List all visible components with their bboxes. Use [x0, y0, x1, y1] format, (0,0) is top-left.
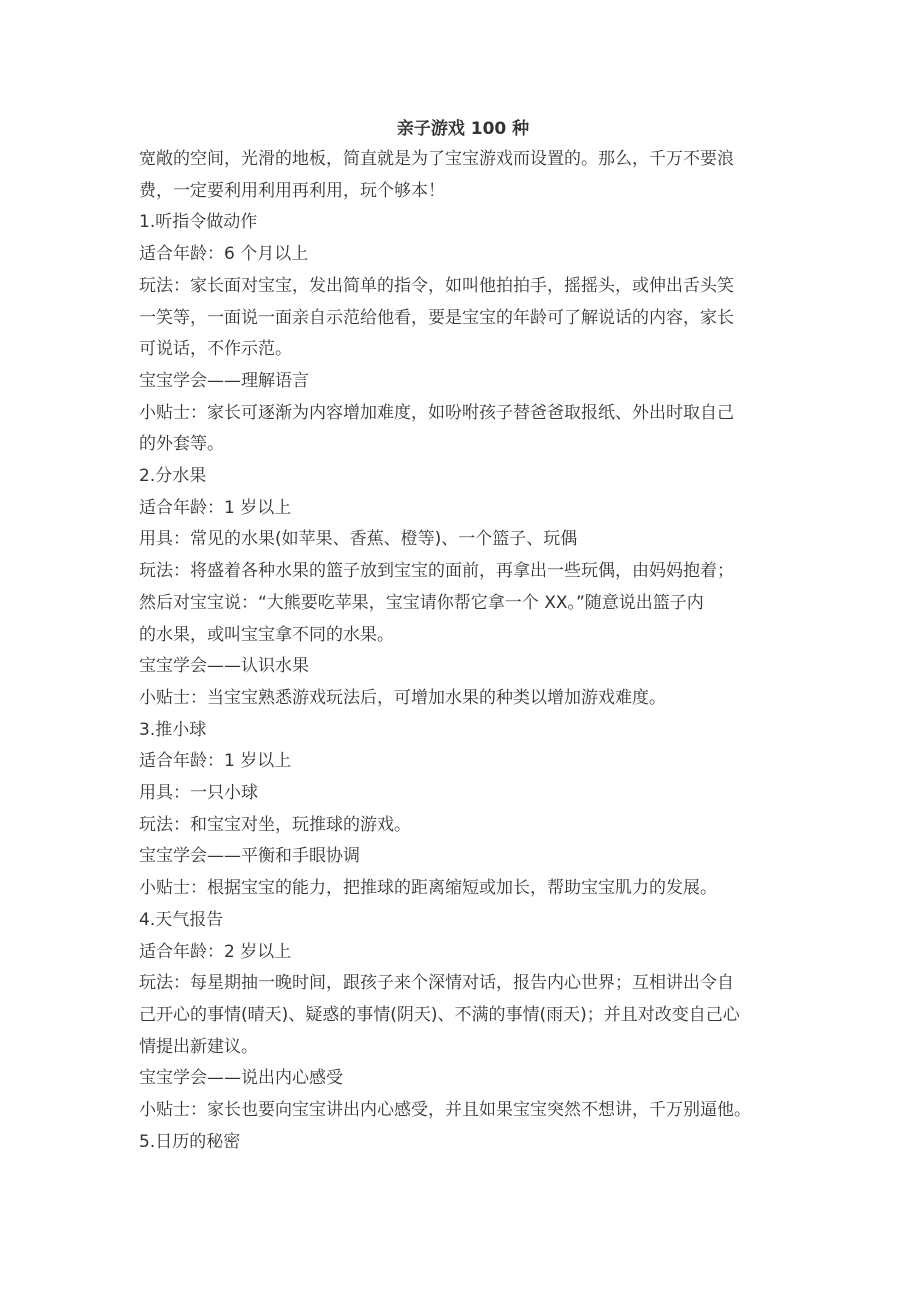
tools-line: 用具：常见的水果(如苹果、香蕉、橙等)、一个篮子、玩偶 [139, 529, 578, 550]
method-line: 然后对宝宝说：“大熊要吃苹果，宝宝请你帮它拿一个 XX。”随意说出篮子内 [139, 592, 704, 613]
tools-line: 用具：一只小球 [139, 783, 258, 804]
age-line: 适合年龄：6 个月以上 [139, 244, 309, 265]
section-heading: 5.日历的秘密 [139, 1131, 241, 1152]
tip-line: 小贴士：根据宝宝的能力，把推球的距离缩短或加长，帮助宝宝肌力的发展。 [139, 878, 717, 899]
section-heading: 1.听指令做动作 [139, 212, 258, 233]
learn-line: 宝宝学会——平衡和手眼协调 [139, 846, 360, 867]
method-line: 一笑等，一面说一面亲自示范给他看，要是宝宝的年龄可了解说话的内容，家长 [139, 307, 734, 328]
method-line: 玩法：将盛着各种水果的篮子放到宝宝的面前，再拿出一些玩偶，由妈妈抱着； [139, 561, 734, 582]
tip-line: 小贴士：当宝宝熟悉游戏玩法后，可增加水果的种类以增加游戏难度。 [139, 687, 666, 708]
tip-line: 的外套等。 [139, 434, 224, 455]
learn-line: 宝宝学会——认识水果 [139, 656, 309, 677]
section-heading: 2.分水果 [139, 466, 207, 487]
method-line: 玩法：家长面对宝宝，发出简单的指令，如叫他拍拍手，摇摇头，或伸出舌头笑 [139, 275, 734, 296]
method-line: 玩法：每星期抽一晚时间，跟孩子来个深情对话，报告内心世界；互相讲出令自 [139, 973, 734, 994]
section-heading: 3.推小球 [139, 719, 207, 740]
age-line: 适合年龄：2 岁以上 [139, 941, 292, 962]
method-line: 玩法：和宝宝对坐，玩推球的游戏。 [139, 814, 411, 835]
method-line: 己开心的事情(晴天)、疑惑的事情(阴天)、不满的事情(雨天)；并且对改变自己心 [139, 1004, 740, 1025]
learn-line: 宝宝学会——说出内心感受 [139, 1068, 343, 1089]
method-line: 情提出新建议。 [139, 1036, 258, 1057]
document-body [139, 144, 787, 1159]
age-line: 适合年龄：1 岁以上 [139, 497, 292, 518]
document-title: 亲子游戏 100 种 [396, 119, 530, 139]
section-heading: 4.天气报告 [139, 909, 224, 930]
age-line: 适合年龄：1 岁以上 [139, 751, 292, 772]
intro-line: 宽敞的空间，光滑的地板，简直就是为了宝宝游戏而设置的。那么，千万不要浪 [139, 149, 734, 169]
tip-line: 小贴士：家长可逐渐为内容增加难度，如吩咐孩子替爸爸取报纸、外出时取自己 [139, 402, 734, 423]
learn-line: 宝宝学会——理解语言 [139, 370, 309, 391]
method-line: 的水果，或叫宝宝拿不同的水果。 [139, 624, 394, 645]
method-line: 可说话，不作示范。 [139, 339, 292, 360]
tip-line: 小贴士：家长也要向宝宝讲出内心感受，并且如果宝宝突然不想讲，千万别逼他。 [139, 1100, 751, 1121]
intro-line: 费，一定要利用利用再利用，玩个够本！ [139, 180, 445, 201]
document-page [139, 116, 787, 1159]
